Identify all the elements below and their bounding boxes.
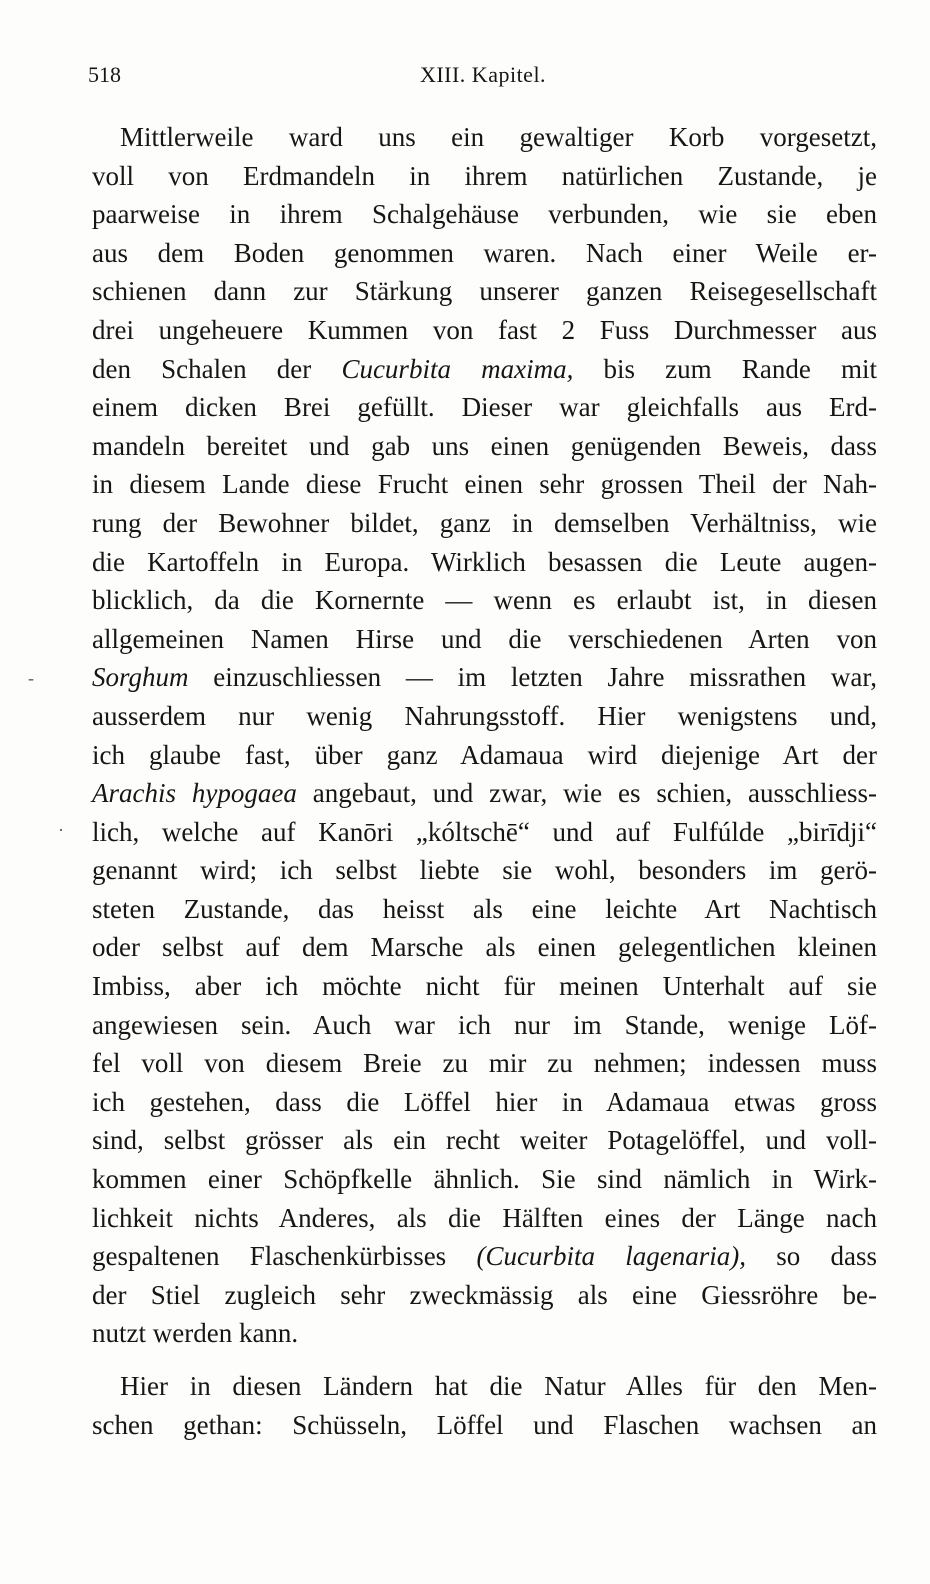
text-line: schen gethan: Schüsseln, Löffel und Flaschen wachsen an — [92, 1409, 877, 1440]
margin-dash-mark: - — [28, 668, 34, 688]
text-line: mandeln bereitet und gab uns einen genügenden Beweis, dass — [92, 430, 877, 461]
margin-dot-mark: · — [58, 820, 64, 840]
italic-term: Cucurbita maxima, — [341, 353, 574, 384]
page-header — [88, 62, 878, 98]
text-line: allgemeinen Namen Hirse und die verschiedenen Arten von — [92, 623, 877, 654]
text-line: Arachis hypogaea angebaut, und zwar, wie es schien, ausschliess- — [92, 778, 877, 809]
text-line: lichkeit nichts Anderes, als die Hälften eines der Länge nach — [92, 1202, 877, 1233]
text-line: kommen einer Schöpfkelle ähnlich. Sie sind nämlich in Wirk- — [92, 1164, 877, 1195]
text-line: steten Zustande, das heisst als eine leichte Art Nachtisch — [92, 893, 877, 924]
italic-term: (Cucurbita lagenaria), — [476, 1241, 746, 1272]
text-line: ausserdem nur wenig Nahrungsstoff. Hier wenigstens und, — [92, 700, 877, 731]
text-line: paarweise in ihrem Schalgehäuse verbunden, wie sie eben — [92, 199, 877, 230]
text-line: die Kartoffeln in Europa. Wirklich besassen die Leute augen- — [92, 546, 877, 577]
text-line: lich, welche auf Kanōri „kóltschē“ und auf Fulfúlde „birīdji“ — [92, 816, 877, 847]
text-line: sind, selbst grösser als ein recht weiter Potagelöffel, und voll- — [92, 1125, 877, 1156]
paragraph-gap — [92, 1353, 877, 1367]
text-line: in diesem Lande diese Frucht einen sehr grossen Theil der Nah- — [92, 469, 877, 500]
text-line: Imbiss, aber ich möchte nicht für meinen Unterhalt auf sie — [92, 971, 877, 1002]
text-line: den Schalen der Cucurbita maxima, bis zum Rande mit — [92, 353, 877, 384]
italic-term: Sorghum — [92, 662, 189, 693]
text-line: Sorghum einzuschliessen — im letzten Jahre missrathen war, — [92, 662, 877, 693]
italic-term: Arachis hypogaea — [92, 778, 297, 809]
text-line: voll von Erdmandeln in ihrem natürlichen Zustande, je — [92, 160, 877, 191]
text-line: fel voll von diesem Breie zu mir zu nehmen; indessen muss — [92, 1048, 877, 1079]
text-line: aus dem Boden genommen waren. Nach einer Weile er- — [92, 237, 877, 268]
text-line: gespaltenen Flaschenkürbisses (Cucurbita lagenaria), so dass — [92, 1241, 877, 1272]
text-line: Hier in diesen Ländern hat die Natur Alles für den Men- — [120, 1371, 877, 1401]
text-line: rung der Bewohner bildet, ganz in demselben Verhältniss, wie — [92, 507, 877, 538]
text-line: blicklich, da die Kornernte — wenn es erlaubt ist, in diesen — [92, 585, 877, 616]
text-line: Mittlerweile ward uns ein gewaltiger Korb vorgesetzt, — [120, 122, 877, 152]
page-number: 518 — [88, 62, 121, 87]
text-line: ich glaube fast, über ganz Adamaua wird diejenige Art der — [92, 739, 877, 770]
text-line: ich gestehen, dass die Löffel hier in Adamaua etwas gross — [92, 1086, 877, 1117]
paragraph — [92, 118, 877, 1353]
text-line: schienen dann zur Stärkung unserer ganzen Reisegesellschaft — [92, 276, 877, 307]
text-line: nutzt werden kann. — [92, 1318, 299, 1349]
text-line: angewiesen sein. Auch war ich nur im Stande, wenige Löf- — [92, 1009, 877, 1040]
text-line: der Stiel zugleich sehr zweckmässig als eine Giessröhre be- — [92, 1279, 877, 1310]
running-head: XIII. Kapitel. — [419, 62, 547, 87]
text-line: genannt wird; ich selbst liebte sie wohl, besonders im gerö- — [92, 855, 877, 886]
text-line: oder selbst auf dem Marsche als einen gelegentlichen kleinen — [92, 932, 877, 963]
text-line: einem dicken Brei gefüllt. Dieser war gleichfalls aus Erd- — [92, 392, 877, 423]
paragraph — [92, 1367, 877, 1444]
body-text — [92, 118, 877, 1444]
text-line: drei ungeheuere Kummen von fast 2 Fuss Durchmesser aus — [92, 314, 877, 345]
